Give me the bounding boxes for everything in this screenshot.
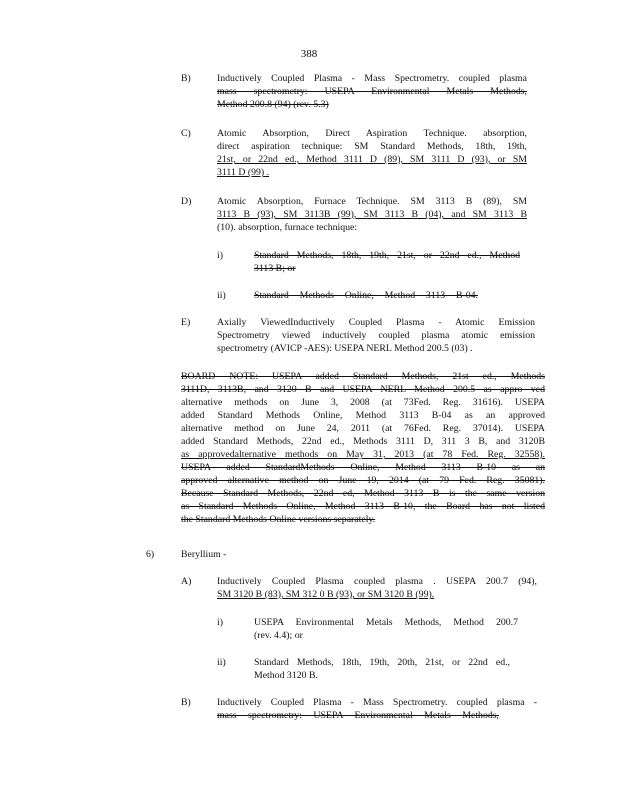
item-label-c: C) bbox=[181, 128, 191, 139]
text-line: Spectrometry viewed inductively coupled plasma atomic emission bbox=[217, 330, 535, 341]
text-line: 3113 B; or bbox=[254, 263, 296, 274]
note-line: alternative methods on June 3, 2008 (at 73Fed. Reg. 31616). USEPA bbox=[181, 397, 545, 408]
note-line: Because Standard Methods, 22nd ed, Method 3113 B is the same version bbox=[181, 488, 545, 499]
text-line: Method 3120 B. bbox=[254, 670, 318, 681]
text-line: USEPA Environmental Metals Methods, Method 200.7 bbox=[254, 617, 518, 628]
text-line: mass spectrometry: USEPA Environmental Metals Methods, bbox=[217, 86, 527, 97]
text-line: Standard Methods, 18th, 19th, 20th, 21st, or 22nd ed., bbox=[254, 657, 510, 668]
text-line: 3113 B (93), SM 3113B (99), SM 3113 B (04), and SM 3113 B bbox=[217, 209, 527, 220]
text-line: (rev. 4.4); or bbox=[254, 630, 303, 641]
text-line: Inductively Coupled Plasma - Mass Spectrometry. coupled plasma - bbox=[217, 697, 537, 708]
text-line: SM 3120 B (83), SM 312 0 B (93), or SM 3120 B (99). bbox=[217, 589, 435, 600]
note-line: the Standard Methods Online versions separately. bbox=[181, 514, 376, 525]
subitem-ii-standard-methods-online bbox=[254, 289, 478, 302]
text-line: 21st, or 22nd ed., Method 3111 D (89), SM 3111 D (93), or SM bbox=[217, 154, 527, 165]
text-line: spectrometry (AVICP -AES): USEPA NERL Method 200.5 (03) . bbox=[217, 343, 473, 354]
note-line: USEPA added StandardMethods Online, Method 3113 B-10 as an bbox=[181, 462, 545, 473]
item-b-mass-spectrometry-2 bbox=[217, 696, 537, 722]
text-line: Standard Methods Online, Method 3113 B-04. bbox=[254, 290, 478, 301]
board-note bbox=[181, 370, 545, 526]
text-line: Method 200.8 (94) (rev. 5.3) bbox=[217, 99, 329, 110]
item-label-b-2: B) bbox=[181, 697, 191, 708]
section-title-beryllium: Beryllium - bbox=[181, 549, 227, 560]
subitem-label-ii-2: ii) bbox=[217, 657, 226, 668]
item-a-icp bbox=[217, 575, 537, 601]
item-e-avicp-aes bbox=[217, 316, 535, 355]
note-line: 3111D, 3113B, and 3120 B and USEPA NERL Method 200.5 as appro ved bbox=[181, 384, 545, 395]
text-line: Inductively Coupled Plasma - Mass Spectrometry. coupled plasma bbox=[217, 73, 527, 84]
note-line: as approvedalternative methods on May 31, 2013 (at 78 Fed. Reg. 32558). bbox=[181, 449, 545, 460]
text-line: Atomic Absorption, Furnace Technique. SM 3113 B (89), SM bbox=[217, 196, 527, 207]
note-line: alternative method on June 24, 2011 (at 76Fed. Reg. 37014). USEPA bbox=[181, 423, 545, 434]
subitem-label-i: i) bbox=[217, 250, 223, 261]
text-line: 3111 D (99) . bbox=[217, 167, 270, 178]
text-line: (10). absorption, furnace technique: bbox=[217, 222, 358, 233]
subitem-label-i-2: i) bbox=[217, 617, 223, 628]
item-label-b: B) bbox=[181, 73, 191, 84]
note-line: as Standard Methods Online, Method 3113 B-10, the Board has not listed bbox=[181, 501, 545, 512]
text-line: Axially ViewedInductively Coupled Plasma - Atomic Emission bbox=[217, 317, 535, 328]
subitem-i-standard-methods bbox=[254, 249, 520, 275]
item-b-mass-spectrometry bbox=[217, 72, 527, 111]
item-c-direct-aspiration bbox=[217, 127, 527, 179]
section-label-6: 6) bbox=[146, 549, 155, 560]
note-line: BOARD NOTE: USEPA added Standard Methods, 21st ed., Methods bbox=[181, 371, 545, 382]
text-line: Atomic Absorption, Direct Aspiration Technique. absorption, bbox=[217, 128, 527, 139]
item-label-a: A) bbox=[181, 576, 192, 587]
note-line: approved alternative method on June 19, 2014 (at 79 Fed. Reg. 35081). bbox=[181, 475, 545, 486]
text-line: direct aspiration technique: SM Standard Methods, 18th, 19th, bbox=[217, 141, 527, 152]
text-line: mass spectrometry: USEPA Environmental Metals Methods, bbox=[217, 710, 499, 721]
note-line: added Standard Methods, 22nd ed., Methods 3111 D, 311 3 B, and 3120B bbox=[181, 436, 545, 447]
subitem-ii-standard-methods bbox=[254, 656, 510, 682]
text-line: Standard Methods, 18th, 19th, 21st, or 22nd ed., Method bbox=[254, 250, 520, 261]
subitem-i-usepa-environmental bbox=[254, 616, 518, 642]
item-label-d: D) bbox=[181, 196, 192, 207]
item-d-furnace-technique bbox=[217, 195, 527, 234]
subitem-label-ii: ii) bbox=[217, 290, 226, 301]
item-label-e: E) bbox=[181, 317, 191, 328]
text-line: Inductively Coupled Plasma coupled plasma . USEPA 200.7 (94), bbox=[217, 576, 537, 587]
note-line: added Standard Methods Online, Method 3113 B-04 as an approved bbox=[181, 410, 545, 421]
page-number: 388 bbox=[300, 48, 318, 60]
